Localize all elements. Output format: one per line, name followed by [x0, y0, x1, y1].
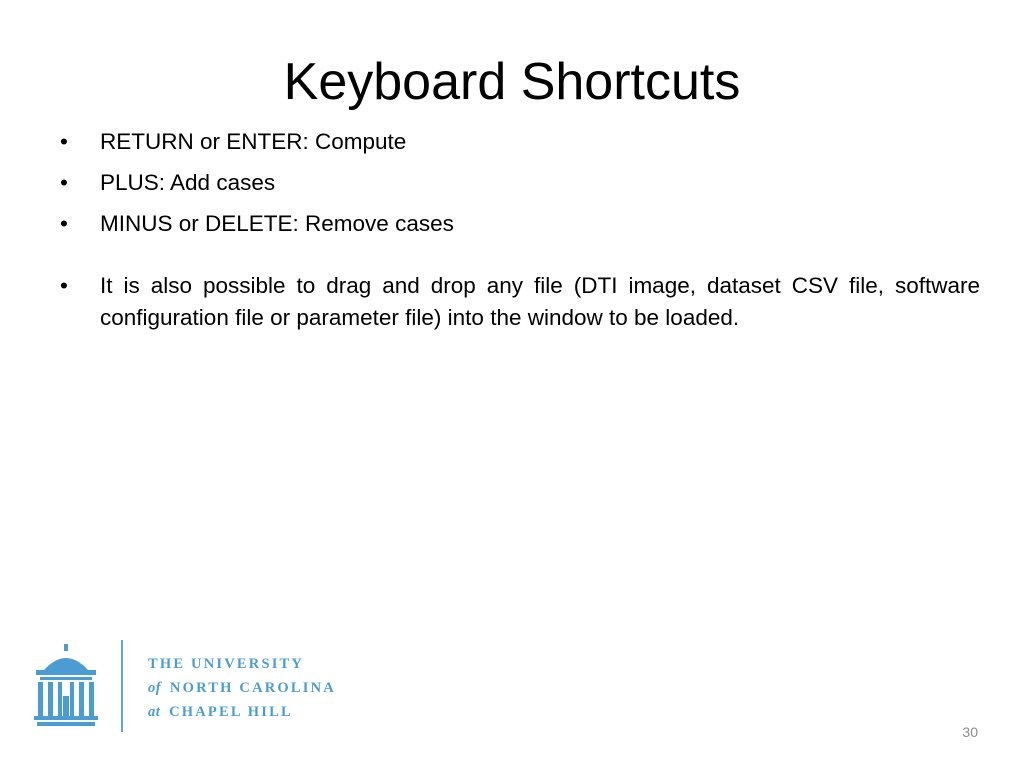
bullet-item [58, 270, 980, 334]
wordmark-line-1: THE UNIVERSITY [148, 656, 305, 672]
bullet-dot: • [60, 211, 68, 236]
wordmark-line-3 [148, 700, 336, 724]
bullet-text: RETURN or ENTER: Compute [100, 129, 407, 154]
wordmark-line-3-prefix: at [148, 704, 161, 720]
university-wordmark [148, 652, 336, 724]
bullet-text: PLUS: Add cases [100, 170, 276, 195]
page-number: 30 [962, 724, 978, 740]
footer-divider [121, 640, 123, 732]
bullet-text: It is also possible to drag and drop any file (DTI image, dataset CSV file, software configuration file or parameter file) into the window to be loaded. [100, 273, 980, 330]
wordmark-line-3-text: CHAPEL HILL [169, 704, 293, 720]
wordmark-line-2-prefix: of [148, 680, 162, 696]
bullet-text: MINUS or DELETE: Remove cases [100, 211, 454, 236]
bullet-item [58, 167, 980, 199]
bullet-list [58, 126, 980, 343]
wordmark-line-2-text: NORTH CAROLINA [169, 680, 336, 696]
bullet-dot: • [60, 170, 68, 195]
wordmark-line-2 [148, 676, 336, 700]
old-well-icon [34, 644, 98, 726]
bullet-item [58, 126, 980, 158]
bullet-item [58, 208, 980, 240]
bullet-dot: • [60, 273, 68, 298]
bullet-dot: • [60, 129, 68, 154]
slide-title: Keyboard Shortcuts [283, 53, 741, 111]
